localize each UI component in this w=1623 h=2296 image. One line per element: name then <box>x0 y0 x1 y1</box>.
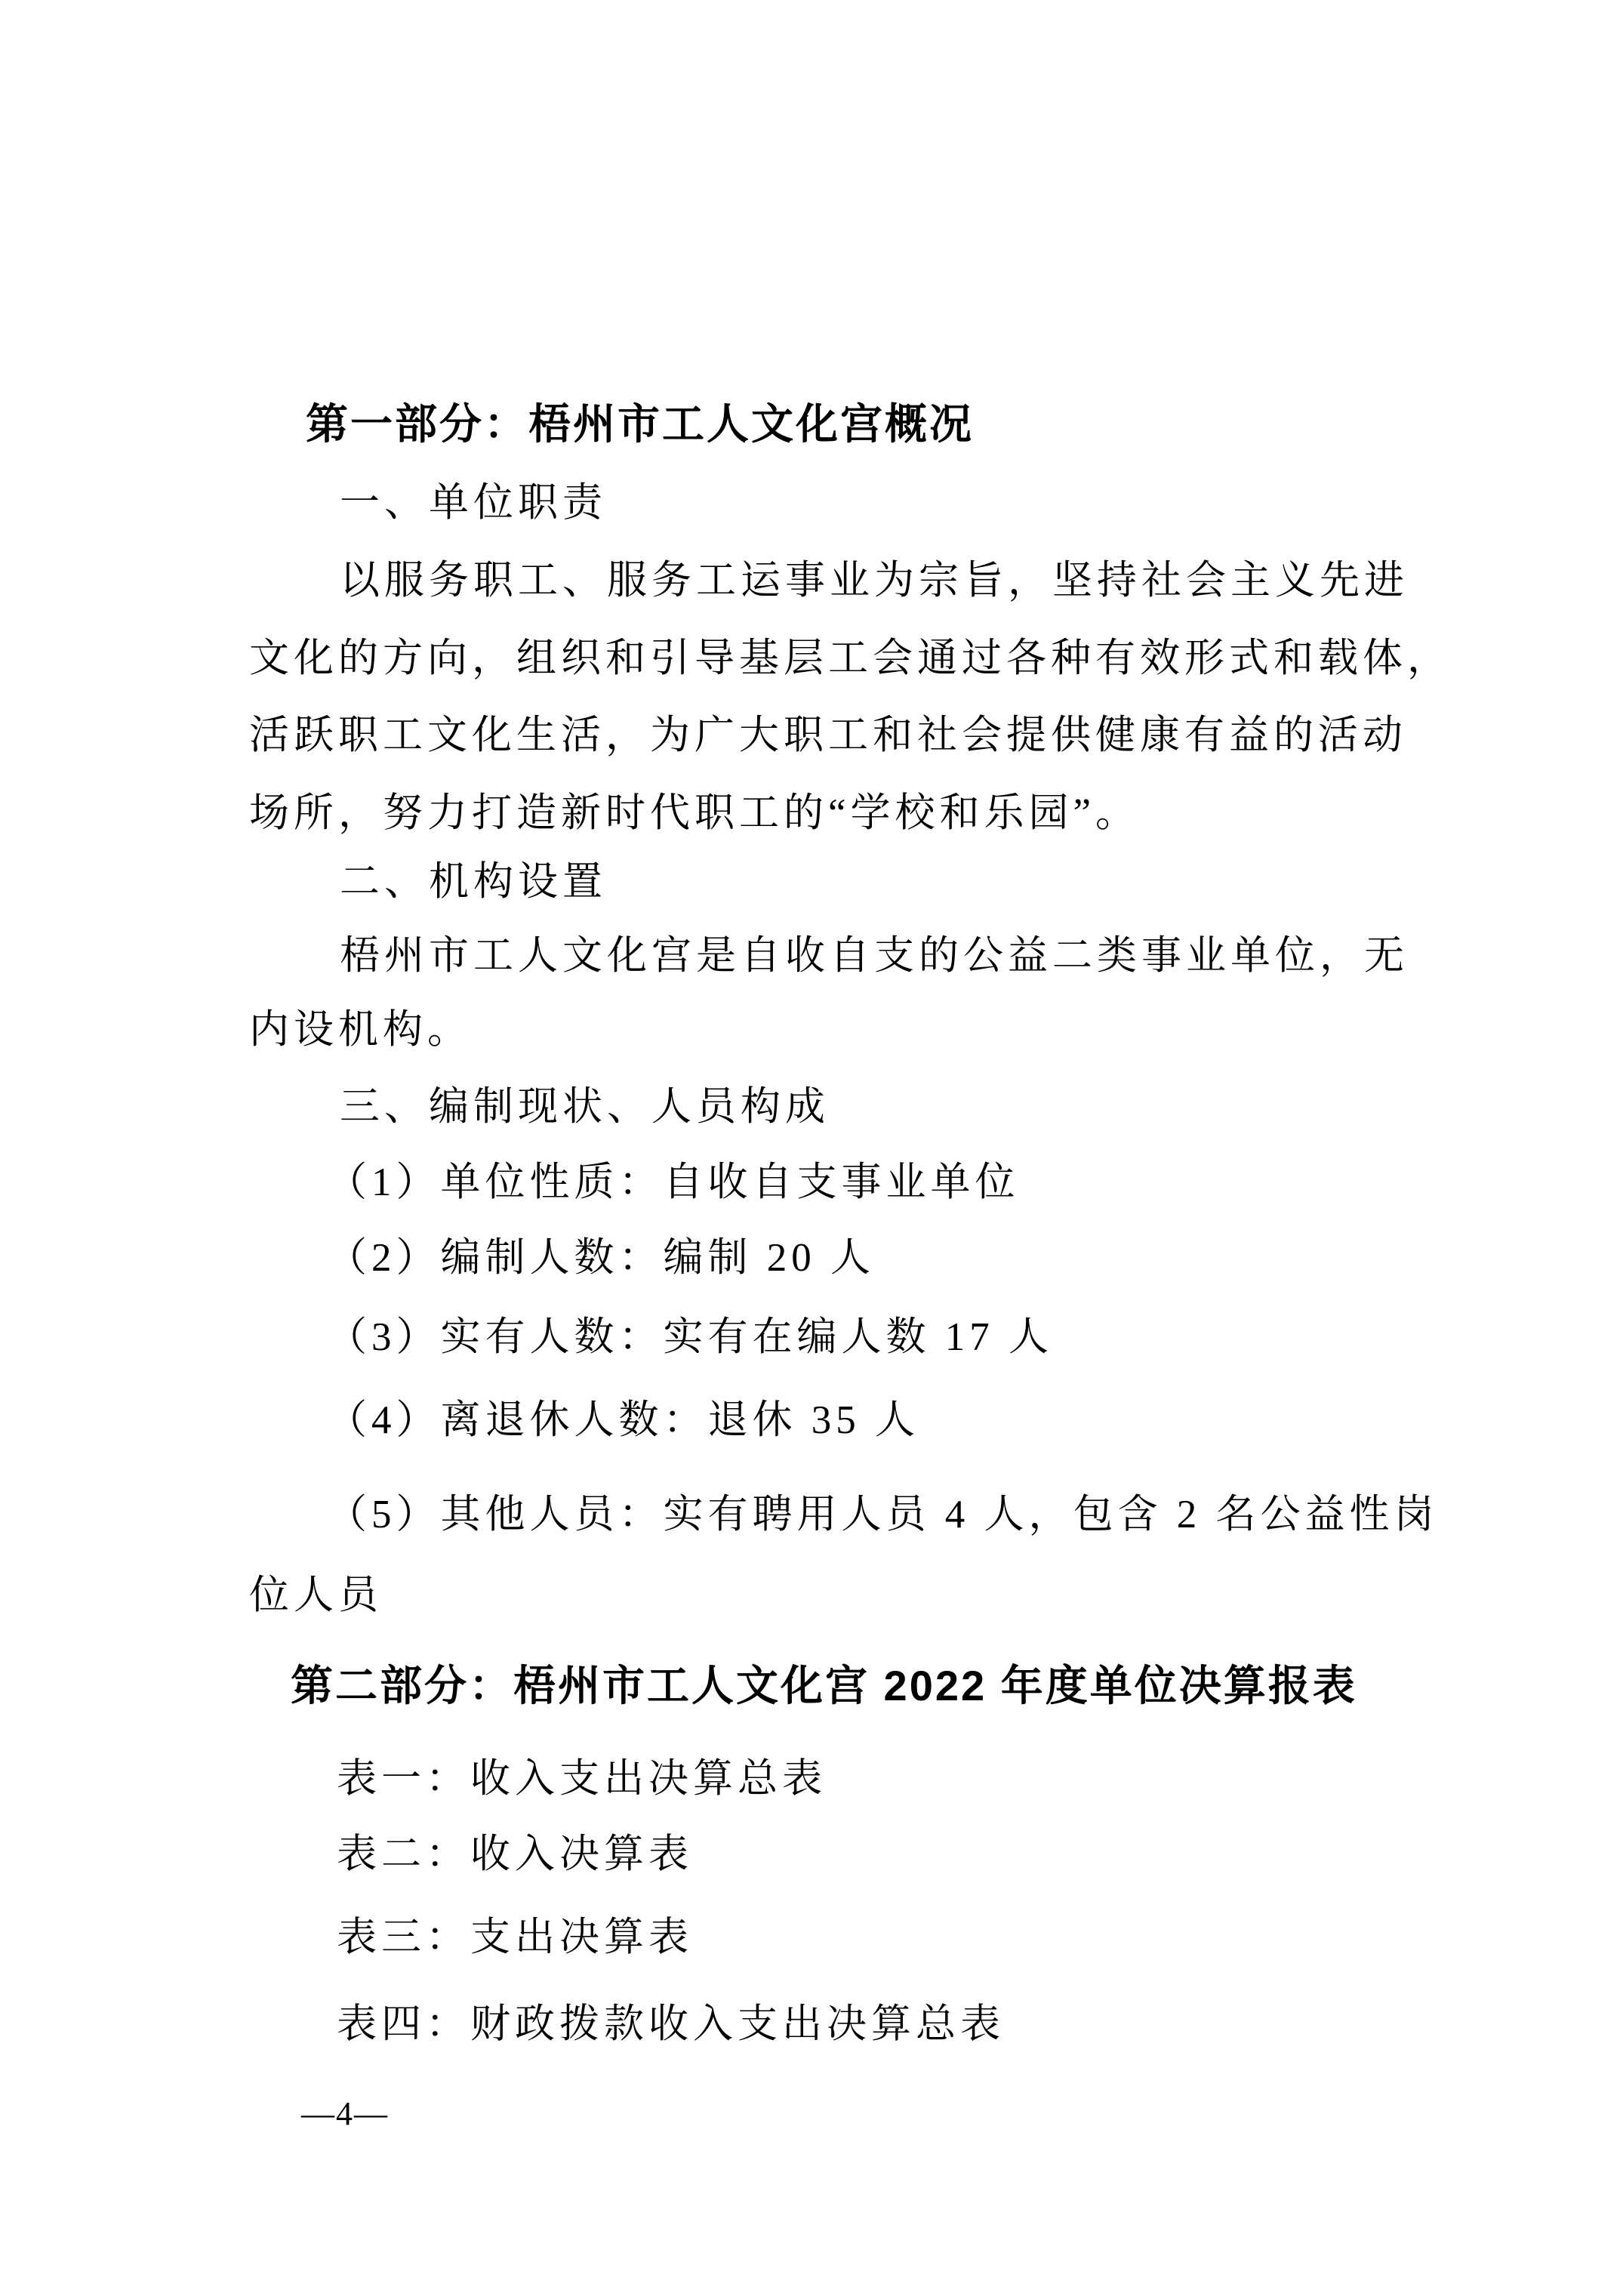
staffing-item-5-continuation: 位人员 <box>249 1573 383 1617</box>
page-number: —4— <box>301 2095 389 2132</box>
part2-title: 第二部分：梧州市工人文化宫 2022 年度单位决算报表 <box>291 1662 1357 1709</box>
table-list-item-3: 表三：支出决算表 <box>337 1915 693 1959</box>
table-list-item-4: 表四：财政拨款收入支出决算总表 <box>337 2002 1005 2046</box>
staffing-item-4: （4）离退休人数：退休 35 人 <box>327 1398 919 1442</box>
staffing-item-2: （2）编制人数：编制 20 人 <box>327 1236 875 1280</box>
paragraph1-line1: 以服务职工、服务工运事业为宗旨，坚持社会主义先进 <box>340 559 1409 603</box>
section1-heading: 一、单位职责 <box>340 481 607 525</box>
paragraph2-line1: 梧州市工人文化宫是自收自支的公益二类事业单位，无 <box>340 934 1409 978</box>
paragraph1-line2: 文化的方向，组织和引导基层工会通过各种有效形式和载体， <box>249 636 1452 680</box>
table-list-item-1: 表一：收入支出决算总表 <box>337 1757 827 1801</box>
staffing-item-3: （3）实有人数：实有在编人数 17 人 <box>327 1315 1053 1359</box>
paragraph1-line4: 场所，努力打造新时代职工的“学校和乐园”。 <box>249 791 1141 835</box>
staffing-item-5: （5）其他人员：实有聘用人员 4 人，包含 2 名公益性岗 <box>327 1493 1439 1536</box>
part1-title: 第一部分：梧州市工人文化宫概况 <box>306 400 974 448</box>
section2-heading: 二、机构设置 <box>340 860 607 904</box>
staffing-item-1: （1）单位性质：自收自支事业单位 <box>327 1160 1020 1204</box>
paragraph1-line3: 活跃职工文化生活，为广大职工和社会提供健康有益的活动 <box>249 713 1407 757</box>
paragraph2-line2: 内设机构。 <box>249 1008 472 1052</box>
section3-heading: 三、编制现状、人员构成 <box>340 1085 830 1129</box>
table-list-item-2: 表二：收入决算表 <box>337 1832 693 1876</box>
